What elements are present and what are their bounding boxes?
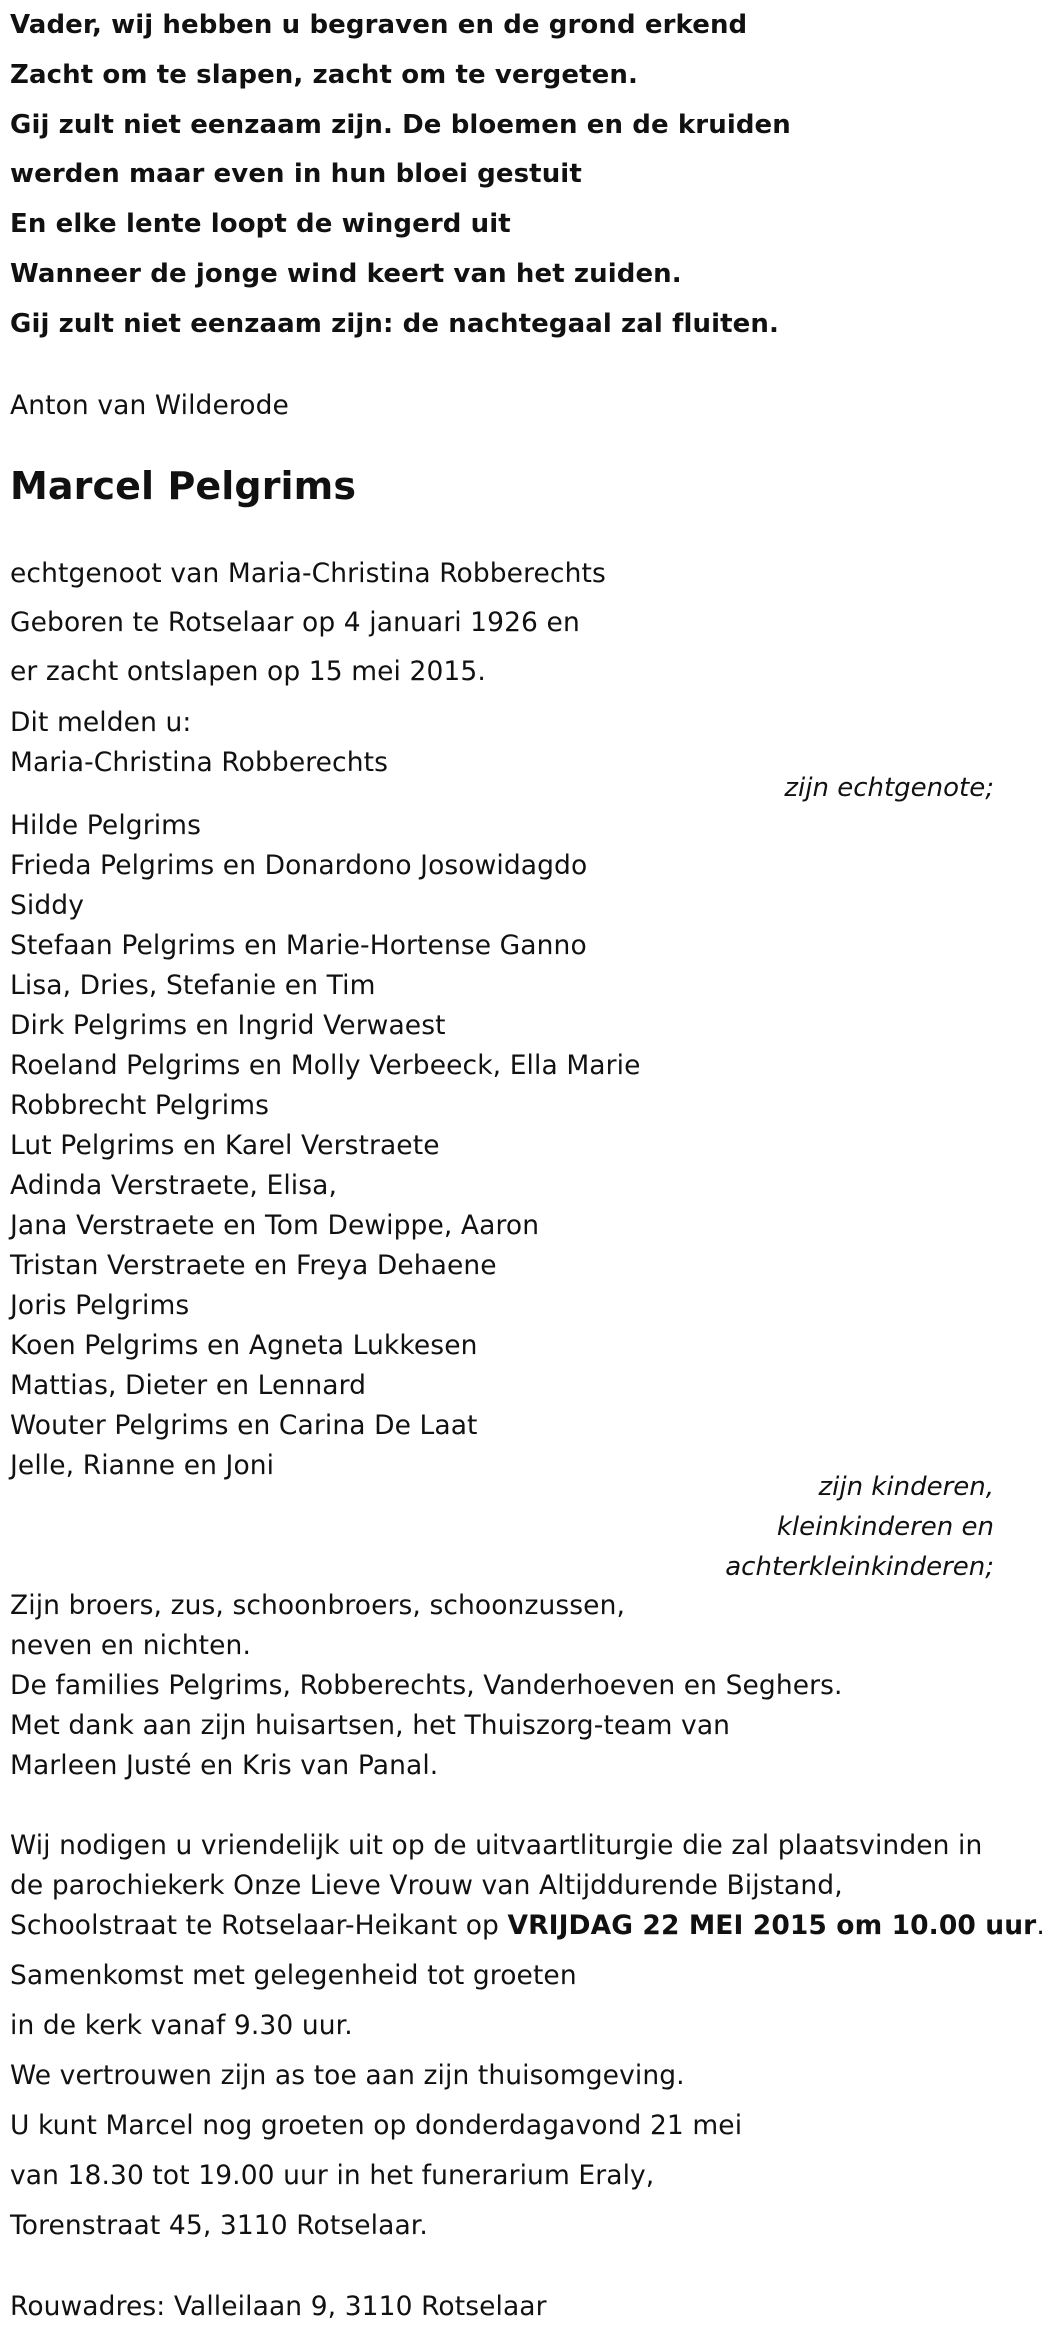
child-line-8: Robbrecht Pelgrims [10,1090,270,1121]
others-line-3: De families Pelgrims, Robberechts, Vanderhoeven en Seghers. [10,1670,843,1701]
child-line-9: Lut Pelgrims en Karel Verstraete [10,1130,440,1161]
child-line-14: Koen Pelgrims en Agneta Lukkesen [10,1330,478,1361]
funeral-after-2: in de kerk vanaf 9.30 uur. [10,2010,353,2041]
child-line-3: Siddy [10,890,85,921]
funeral-after-5: van 18.30 tot 19.00 uur in het funerarium Eraly, [10,2160,655,2191]
deceased-name: Marcel Pelgrims [10,464,357,508]
funeral-line-1: Wij nodigen u vriendelijk uit op de uitvaartliturgie die zal plaatsvinden in [10,1830,983,1861]
children-role-1: zijn kinderen, [818,1472,994,1502]
funeral-line-3 [10,1909,1045,1943]
funeral-after-3: We vertrouwen zijn as toe aan zijn thuisomgeving. [10,2060,685,2091]
others-line-4: Met dank aan zijn huisartsen, het Thuiszorg-team van [10,1710,731,1741]
deceased-detail-3: er zacht ontslapen op 15 mei 2015. [10,656,486,687]
poem-line-2: Zacht om te slapen, zacht om te vergeten. [10,60,638,90]
spouse-name: Maria-Christina Robberechts [10,747,388,778]
funeral-line-3-prefix: Schoolstraat te Rotselaar-Heikant op [10,1910,508,1941]
child-line-1: Hilde Pelgrims [10,810,202,841]
others-line-5: Marleen Justé en Kris van Panal. [10,1750,439,1781]
child-line-7: Roeland Pelgrims en Molly Verbeeck, Ella Marie [10,1050,641,1081]
child-line-11: Jana Verstraete en Tom Dewippe, Aaron [10,1210,540,1241]
poem-line-6: Wanneer de jonge wind keert van het zuiden. [10,259,682,289]
child-line-13: Joris Pelgrims [10,1290,190,1321]
announcers-intro: Dit melden u: [10,707,192,738]
mourning-address: Rouwadres: Valleilaan 9, 3110 Rotselaar [10,2291,547,2322]
funeral-line-3-suffix: . [1036,1910,1045,1941]
funeral-after-6: Torenstraat 45, 3110 Rotselaar. [10,2210,428,2241]
children-role-3: achterkleinkinderen; [725,1552,994,1582]
child-line-15: Mattias, Dieter en Lennard [10,1370,367,1401]
children-role-2: kleinkinderen en [776,1512,994,1542]
child-line-16: Wouter Pelgrims en Carina De Laat [10,1410,478,1441]
poem-line-4: werden maar even in hun bloei gestuit [10,159,582,189]
deceased-detail-1: echtgenoot van Maria-Christina Robberechts [10,558,606,589]
child-line-10: Adinda Verstraete, Elisa, [10,1170,338,1201]
deceased-detail-2: Geboren te Rotselaar op 4 januari 1926 en [10,607,580,638]
funeral-line-2: de parochiekerk Onze Lieve Vrouw van Altijddurende Bijstand, [10,1870,843,1901]
poem-author: Anton van Wilderode [10,390,289,421]
funeral-date-time: VRIJDAG 22 MEI 2015 om 10.00 uur [507,1910,1037,1941]
others-line-2: neven en nichten. [10,1630,251,1661]
others-line-1: Zijn broers, zus, schoonbroers, schoonzussen, [10,1590,625,1621]
poem-line-5: En elke lente loopt de wingerd uit [10,209,511,239]
child-line-17: Jelle, Rianne en Joni [10,1450,275,1481]
child-line-4: Stefaan Pelgrims en Marie-Hortense Ganno [10,930,587,961]
child-line-5: Lisa, Dries, Stefanie en Tim [10,970,376,1001]
spouse-role: zijn echtgenote; [784,773,994,803]
child-line-2: Frieda Pelgrims en Donardono Josowidagdo [10,850,588,881]
poem-line-3: Gij zult niet eenzaam zijn. De bloemen en de kruiden [10,110,791,140]
funeral-after-1: Samenkomst met gelegenheid tot groeten [10,1960,577,1991]
poem-line-1: Vader, wij hebben u begraven en de grond erkend [10,10,748,40]
poem-line-7: Gij zult niet eenzaam zijn: de nachtegaal zal fluiten. [10,309,779,339]
child-line-6: Dirk Pelgrims en Ingrid Verwaest [10,1010,446,1041]
funeral-after-4: U kunt Marcel nog groeten op donderdagavond 21 mei [10,2110,743,2141]
child-line-12: Tristan Verstraete en Freya Dehaene [10,1250,497,1281]
